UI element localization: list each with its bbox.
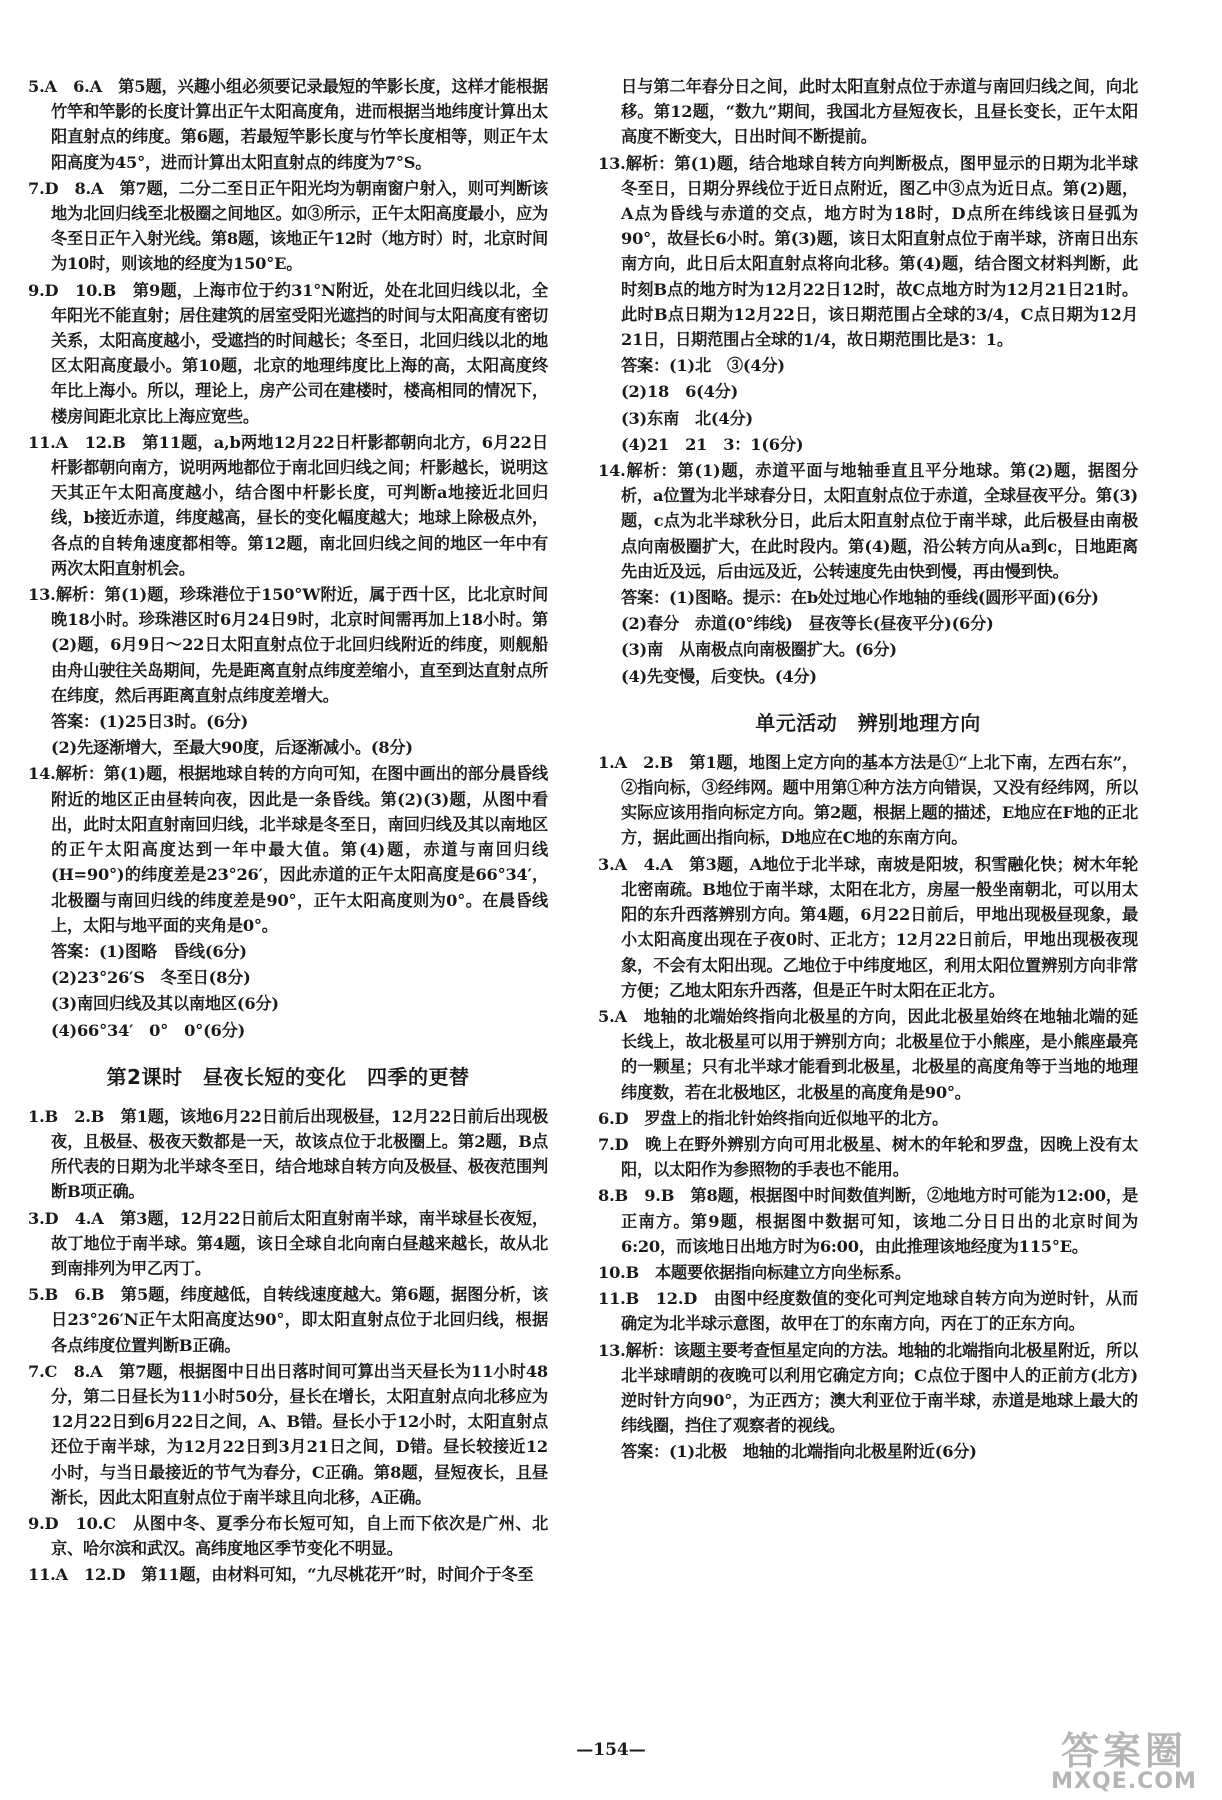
answer-item: 14.解析：第(1)题，赤道平面与地轴垂直且平分地球。第(2)题，据图分析，a位置为北半球春分日，太阳直射点位于赤道，全球昼夜平分。第(3)题，c点为北半球秋分日，此后太阳直射点位于南半球，此后极昼由南极点向南极圈扩大，在此时段内。第(4)题，沿公转方向从a到c，日地距离先由近及远，后由远及近，公转速度先由快到慢，再由慢到快。: [598, 461, 1138, 581]
answer-item: 5.A 地轴的北端始终指向北极星的方向，因此北极星始终在地轴北端的延长线上，故北极星可以用于辨别方向；北极星位于小熊座，是小熊座最亮的一颗星；只有北半球才能看到北极星，北极星的高度角等于当地的地理纬度数，若在北极地区，北极星的高度角是90°。: [598, 1006, 1138, 1102]
answer-item: 13.解析：第(1)题，珍珠港位于150°W附近，属于西十区，比北京时间晚18小时。珍珠港区时6月24日9时，北京时间需再加上18小时。第(2)题，6月9日～22日太阳直射点位于北回归线附近的纬度，则舰船由舟山驶往关岛期间，先是距离直射点纬度差缩小，直至到达直射点所在纬度，然后再距离直射点纬度差增大。: [28, 585, 548, 705]
answer-line: (4)21 21 3：1(6分): [621, 434, 804, 454]
watermark-text: 答案圈: [1060, 1729, 1187, 1773]
answer-item: 9.D 10.B 第9题，上海市位于约31°N附近，处在北回归线以北，全年阳光不能直射；居住建筑的居室受阳光遮挡的时间与太阳高度有密切关系，太阳高度越小，受遮挡的时间越长；冬至日，北回归线以北的地区太阳高度最小。第10题，北京的地理纬度比上海的高，太阳高度终年比上海小。所以，理论上，房产公司在建楼时，楼高相同的情况下，楼房间距北京比上海应宽些。: [28, 280, 548, 426]
answer-item: 11.A 12.B 第11题，a,b两地12月22日杆影都朝向北方，6月22日杆影都朝向南方，说明两地都位于南北回归线之间；杆影越长，说明这天其正午太阳高度越小，结合图中杆影长度，可判断a地接近北回归线，b接近赤道，纬度越高，昼长的变化幅度越大；地球上除极点外，各点的自转角速度都相等。第12题，南北回归线之间的地区一年中有两次太阳直射机会。: [28, 432, 548, 578]
answer-continuation: 日与第二年春分日之间，此时太阳直射点位于赤道与南回归线之间，向北移。第12题，“数九”期间，我国北方昼短夜长，且昼长变长，正午太阳高度不断变大，日出时间不断提前。: [621, 77, 1138, 147]
answer-item: 7.C 8.A 第7题，根据图中日出日落时间可算出当天昼长为11小时48分，第二日昼长为11小时50分，昼长在增长，太阳直射点向北移应为12月22日到6月22日之间，A、B错。昼长小于12小时，太阳直射点还位于南半球，为12月22日到3月21日之间，D错。昼长较接近12小时，与当日最接近的节气为春分，C正确。第8题，昼短夜长，且昼渐长，因此太阳直射点位于南半球且向北移，A正确。: [28, 1361, 548, 1507]
watermark-url: MXQE.COM: [1051, 1769, 1197, 1794]
answer-item: 8.B 9.B 第8题，根据图中时间数值判断，②地地方时可能为12:00，是正南方。第9题，根据图中数据可知，该地二分日日出的北京时间为6:20，而该地日出地方时为6:00，由此推理该地经度为115°E。: [598, 1186, 1138, 1256]
answer-line: 答案：(1)北 ③(4分): [621, 356, 785, 376]
answer-line: (3)南 从南极点向南极圈扩大。(6分): [621, 640, 897, 660]
answer-item: 7.D 8.A 第7题，二分二至日正午阳光均为朝南窗户射入，则可判断该地为北回归线至北极圈之间地区。如③所示，正午太阳高度最小，应为冬至日正午入射光线。第8题，该地正午12时（地方时）时，北京时间为10时，则该地的经度为150°E。: [28, 178, 548, 274]
answer-item: 3.D 4.A 第3题，12月22日前后太阳直射南半球，南半球昼长夜短，故丁地位于南半球。第4题，该日全球自北向南白昼越来越长，故从北到南排列为甲乙丙丁。: [28, 1208, 548, 1278]
section-heading: 第2课时 昼夜长短的变化 四季的更替: [106, 1064, 470, 1089]
answer-item: 5.A 6.A 第5题，兴趣小组必须要记录最短的竿影长度，这样才能根据竹竿和竿影的长度计算出正午太阳高度角，进而根据当地纬度计算出太阳直射点的纬度。第6题，若最短竿影长度与竹竿长度相等，则正午太阳高度为45°，进而计算出太阳直射点的纬度为7°S。: [28, 77, 548, 172]
answer-item: 3.A 4.A 第3题，A地位于北半球，南坡是阳坡，积雪融化快；树木年轮北密南疏。B地位于南半球，太阳在北方，房屋一般坐南朝北，可以用太阳的东升西落辨别方向。第4题，6月22日前后，甲地出现极昼现象，最小太阳高度出现在子夜0时、正北方；12月22日前后，甲地出现极夜现象，不会有太阳出现。乙地位于中纬度地区，利用太阳位置辨别方向非常方便；乙地太阳东升西落，但是正午时太阳在正北方。: [598, 854, 1138, 1000]
answer-item: 13.解析：第(1)题，结合地球自转方向判断极点，图甲显示的日期为北半球冬至日，日期分界线位于近日点附近，图乙中③点为近日点。第(2)题，A点为昏线与赤道的交点，地方时为18时，D点所在纬线该日昼弧为90°，故昼长6小时。第(3)题，该日太阳直射点位于南半球，济南日出东南方向，此日后太阳直射点将向北移。第(4)题，结合图文材料判断，此时刻B点的地方时为12月22日12时，故C点地方时为12月21日21时。此时B点日期为12月22日，该日期范围占全球的3/4，C点日期为12月21日，日期范围占全球的1/4，故日期范围比是3：1。: [598, 153, 1138, 350]
right-column: [598, 74, 1138, 1466]
watermark-logo: [1044, 1720, 1204, 1792]
answer-line: (2)春分 赤道(0°纬线) 昼夜等长(昼夜平分)(6分): [621, 614, 994, 634]
answer-item: 11.A 12.D 第11题，由材料可知，“九尽桃花开”时，时间介于冬至: [28, 1565, 534, 1585]
answer-line: (2)18 6(4分): [621, 382, 739, 402]
answer-item: 1.B 2.B 第1题，该地6月22日前后出现极昼，12月22日前后出现极夜，且极昼、极夜天数都是一天，故该点位于北极圈上。第2题，B点所代表的日期为北半球冬至日，结合地球自转方向及极昼、极夜范围判断B项正确。: [28, 1106, 548, 1202]
left-column: [28, 74, 548, 1589]
answer-item: 11.B 12.D 由图中经度数值的变化可判定地球自转方向为逆时针，从而确定为北半球示意图，故甲在丁的东南方向，丙在丁的正东方向。: [598, 1289, 1138, 1334]
page-number: —154—: [576, 1740, 646, 1760]
answer-line: (3)南回归线及其以南地区(6分): [51, 994, 279, 1014]
answer-line: (2)先逐渐增大，至最大90度，后逐渐减小。(8分): [51, 738, 413, 758]
answer-item: 6.D 罗盘上的指北针始终指向近似地平的北方。: [598, 1108, 949, 1128]
answer-item: 1.A 2.B 第1题，地图上定方向的基本方法是①“上北下南，左西右东”，②指向标，③经纬网。题中用第①种方法方向错误，又没有经纬网，所以实际应该用指向标定方向。第2题，根据上题的描述，E地应在F地的正北方，据此画出指向标，D地应在C地的东南方向。: [598, 752, 1138, 848]
answer-line: (2)23°26′S 冬至日(8分): [51, 968, 251, 988]
answer-line: 答案：(1)北极 地轴的北端指向北极星附近(6分): [621, 1442, 977, 1462]
answer-line: (3)东南 北(4分): [621, 408, 753, 428]
answer-line: 答案：(1)图略。提示：在b处过地心作地轴的垂线(圆形平面)(6分): [621, 588, 1099, 608]
answer-item: 13.解析：该题主要考查恒星定向的方法。地轴的北端指向北极星附近，所以北半球晴朗的夜晚可以利用它确定方向；C点位于图中人的正前方(北方)逆时针方向90°，为正西方；澳大利亚位于南半球，赤道是地球上最大的纬线圈，挡住了观察者的视线。: [598, 1340, 1138, 1436]
answer-item: 10.B 本题要依据指向标建立方向坐标系。: [598, 1262, 911, 1282]
section-heading: 单元活动 辨别地理方向: [755, 710, 981, 735]
answer-item: 5.B 6.B 第5题，纬度越低，自转线速度越大。第6题，据图分析，该日23°26′N正午太阳高度达90°，即太阳直射点位于北回归线，根据各点纬度位置判断B正确。: [28, 1285, 548, 1355]
answer-item: 9.D 10.C 从图中冬、夏季分布长短可知，自上而下依次是广州、北京、哈尔滨和武汉。高纬度地区季节变化不明显。: [28, 1513, 548, 1559]
answer-line: 答案：(1)图略 昏线(6分): [51, 941, 247, 961]
answer-line: 答案：(1)25日3时。(6分): [51, 712, 249, 732]
answer-line: (4)66°34′ 0° 0°(6分): [51, 1020, 246, 1040]
answer-item: 14.解析：第(1)题，根据地球自转的方向可知，在图中画出的部分晨昏线附近的地区正由昼转向夜，因此是一条昏线。第(2)(3)题，从图中看出，此时太阳直射南回归线，北半球是冬至日，南回归线及其以南地区的正午太阳高度达到一年中最大值。第(4)题，赤道与南回归线(H=90°)的纬度差是23°26′，因此赤道的正午太阳高度是66°34′，北极圈与南回归线的纬度差是90°，正午太阳高度则为0°。在晨昏线上，太阳与地平面的夹角是0°。: [28, 764, 548, 935]
answer-item: 7.D 晚上在野外辨别方向可用北极星、树木的年轮和罗盘，因晚上没有太阳，以太阳作为参照物的手表也不能用。: [598, 1134, 1138, 1180]
answer-line: (4)先变慢，后变快。(4分): [621, 666, 817, 686]
